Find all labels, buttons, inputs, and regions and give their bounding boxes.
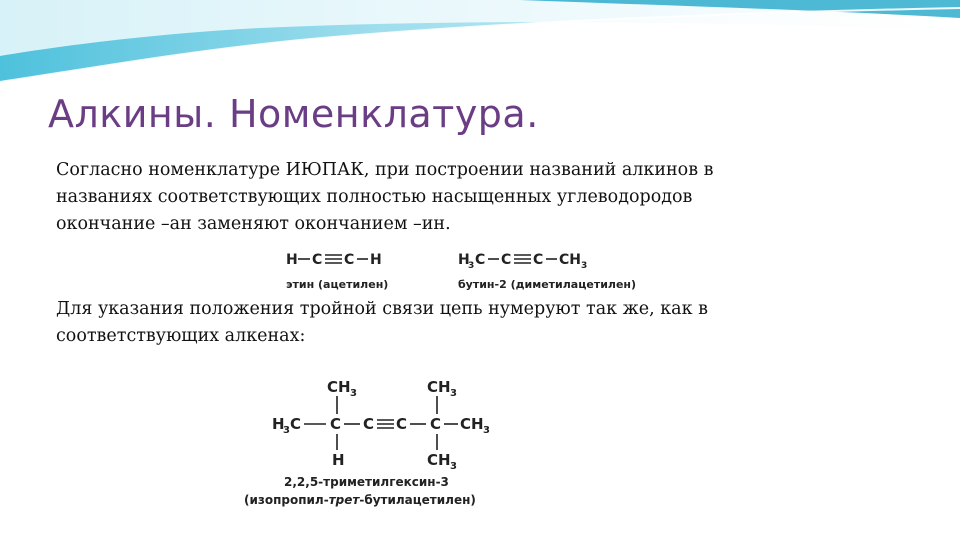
atom-label: CH [427,378,451,396]
subscript: 3 [450,388,457,399]
caption-ethyne: этин (ацетилен) [286,278,389,291]
atom-label: CH [559,252,581,268]
atom-label: C [330,415,342,433]
caption-butyne: бутин-2 (диметилацетилен) [458,278,637,291]
slide-title: Алкины. Номенклатура. [48,92,539,136]
subscript: 3 [468,261,475,271]
atom-label: CH [460,415,484,433]
paragraph-numbering [56,296,926,350]
atom-label: H [370,252,382,268]
caption-iupac-name: 2,2,5-триметилгексин-3 [284,475,449,489]
paragraph-line: соответствующих алкенах: [56,326,306,346]
caption-part: (изопропил- [244,493,329,507]
atom-label: C [533,252,544,268]
subscript: 3 [283,425,290,436]
atom-label: H [272,415,285,433]
paragraph-nomenclature [56,157,926,238]
atom-label: H [458,252,470,268]
atom-label: C [501,252,512,268]
caption-part: -бутилацетилен) [359,493,476,507]
paragraph-line: окончание –ан заменяют окончанием –ин. [56,214,451,234]
subscript: 3 [581,261,588,271]
atom-label: CH [427,451,451,469]
paragraph-line: названиях соответствующих полностью насыщенных углеводородов [56,187,693,207]
atom-label: C [363,415,375,433]
atom-label: C [396,415,408,433]
subscript: 3 [450,461,457,472]
formula-ethyne-butyne [268,244,688,296]
atom-label: C [312,252,323,268]
atom-label: C [475,252,486,268]
atom-label: C [430,415,442,433]
atom-label: CH [327,378,351,396]
atom-label: C [290,415,302,433]
caption-trivial-name [244,493,476,507]
atom-label: H [286,252,298,268]
formula-trimethylhexyne [232,374,512,514]
paragraph-line: Согласно номенклатуре ИЮПАК, при построении названий алкинов в [56,160,714,180]
subscript: 3 [350,388,357,399]
caption-part-italic: трет [328,493,360,507]
subscript: 3 [483,425,490,436]
paragraph-line: Для указания положения тройной связи цепь нумеруют так же, как в [56,299,708,319]
atom-label: C [344,252,355,268]
atom-label: H [332,451,345,469]
